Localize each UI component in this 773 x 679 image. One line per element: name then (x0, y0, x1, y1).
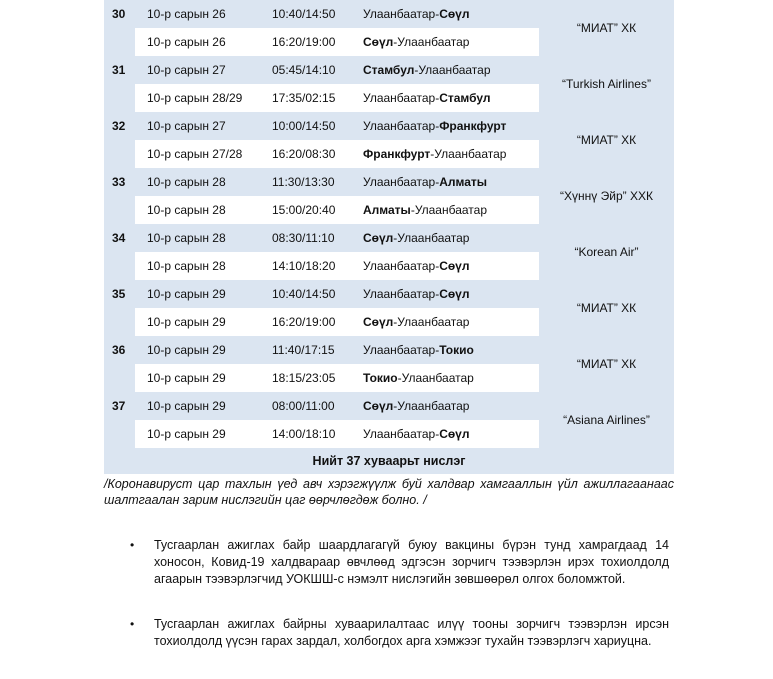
flight-number: 36 (112, 343, 126, 357)
route-destination: Сөүл (439, 259, 470, 273)
flight-date: 10-р сарын 28/29 (147, 91, 243, 105)
route-destination: Улаанбаатар (397, 231, 470, 245)
flight-time: 14:00/18:10 (272, 427, 336, 441)
route-separator: - (435, 259, 440, 273)
route-separator: - (393, 231, 398, 245)
route-destination: Улаанбаатар (397, 399, 470, 413)
flight-date: 10-р сарын 27/28 (147, 147, 243, 161)
flight-time: 16:20/19:00 (272, 315, 336, 329)
flight-route (363, 392, 469, 420)
flight-time: 10:00/14:50 (272, 119, 336, 133)
route-origin: Франкфурт (363, 147, 431, 161)
flight-date: 10-р сарын 28 (147, 231, 226, 245)
flight-route (363, 56, 491, 84)
flight-route (363, 28, 469, 56)
flight-date: 10-р сарын 29 (147, 399, 226, 413)
flight-date: 10-р сарын 29 (147, 315, 226, 329)
flight-time: 08:30/11:10 (272, 231, 335, 245)
flight-route (363, 0, 469, 28)
flight-route (363, 364, 474, 392)
flight-date: 10-р сарын 29 (147, 427, 226, 441)
flights-total: Нийт 37 хуваарьт нислэг (312, 454, 466, 468)
flight-time: 10:40/14:50 (272, 287, 336, 301)
flight-route (363, 168, 487, 196)
flight-date: 10-р сарын 26 (147, 7, 226, 21)
route-separator: - (430, 147, 435, 161)
route-origin: Токио (363, 371, 398, 385)
route-origin: Сөүл (363, 399, 394, 413)
flight-route (363, 112, 506, 140)
route-separator: - (393, 399, 398, 413)
route-origin: Улаанбаатар (363, 175, 436, 189)
flight-time: 16:20/19:00 (272, 35, 336, 49)
airline-name: “Хүннү Эйр” ХХК (560, 189, 653, 203)
flight-time: 15:00/20:40 (272, 203, 336, 217)
flight-time: 10:40/14:50 (272, 7, 336, 21)
route-origin: Улаанбаатар (363, 7, 436, 21)
route-destination: Улаанбаатар (414, 203, 487, 217)
route-separator: - (435, 91, 440, 105)
flight-date: 10-р сарын 28 (147, 203, 226, 217)
route-origin: Улаанбаатар (363, 343, 436, 357)
flight-time: 17:35/02:15 (272, 91, 336, 105)
flight-date: 10-р сарын 28 (147, 259, 226, 273)
flight-route (363, 280, 469, 308)
route-destination: Франкфурт (439, 119, 507, 133)
route-origin: Улаанбаатар (363, 91, 436, 105)
schedule-note: /Коронавируст цар тахлын үед авч хэрэгжүүлж буй халдвар хамгааллын үйл ажиллагаанаас шалтгаалан зарим нислэгийн цаг өөрчлөгдөж болно. / (104, 477, 674, 507)
route-destination: Улаанбаатар (401, 371, 474, 385)
flight-number: 32 (112, 119, 126, 133)
route-separator: - (435, 7, 440, 21)
bullet-icon: • (130, 617, 135, 631)
route-separator: - (435, 343, 440, 357)
flight-date: 10-р сарын 27 (147, 63, 226, 77)
bullet-text: Тусгаарлан ажиглах байр шаардлагагүй буюу вакцины бүрэн тунд хамрагдаад 14 хоносон, Ковид-19 халдвараар өвчлөөд эдгэсэн зорчигч тээвэрлэн ирэх тохиолдолд агаарын тээвэрлэгчид УОКШШ-с нэмэлт нислэгийн зөвшөөрөл олгох боломжтой. (154, 538, 669, 586)
bullet-icon: • (130, 538, 135, 552)
flight-route (363, 196, 487, 224)
route-origin: Улаанбаатар (363, 119, 436, 133)
flight-schedule-table (104, 0, 674, 474)
flight-time: 18:15/23:05 (272, 371, 336, 385)
route-origin: Алматы (363, 203, 411, 217)
route-origin: Сөүл (363, 315, 394, 329)
flight-number: 30 (112, 7, 126, 21)
airline-name: “МИАТ” ХК (576, 133, 637, 147)
flight-date: 10-р сарын 29 (147, 371, 226, 385)
flight-number: 31 (112, 63, 126, 77)
flight-number: 34 (112, 231, 126, 245)
airline-name: “Turkish Airlines” (562, 77, 651, 91)
route-destination: Улаанбаатар (397, 35, 470, 49)
flight-date: 10-р сарын 28 (147, 175, 226, 189)
route-separator: - (435, 427, 440, 441)
route-origin: Сөүл (363, 231, 394, 245)
flight-time: 11:30/13:30 (272, 175, 335, 189)
route-separator: - (397, 371, 402, 385)
flight-time: 16:20/08:30 (272, 147, 336, 161)
flight-time: 14:10/18:20 (272, 259, 336, 273)
bullet-text: Тусгаарлан ажиглах байрны хуваарилалтаас илүү тооны зорчигч тээвэрлэн ирсэн тохиолдолд үүсэн гарах зардал, холбогдох арга хэмжээг тухайн тээвэрлэгч хариуцна. (154, 617, 669, 648)
flight-number: 37 (112, 399, 126, 413)
flight-route (363, 224, 469, 252)
flight-date: 10-р сарын 29 (147, 343, 226, 357)
route-separator: - (410, 203, 415, 217)
route-separator: - (435, 119, 440, 133)
route-separator: - (393, 315, 398, 329)
route-separator: - (393, 35, 398, 49)
route-destination: Сөүл (439, 287, 470, 301)
flight-route (363, 420, 469, 448)
flight-number: 35 (112, 287, 126, 301)
route-separator: - (435, 175, 440, 189)
flight-time: 11:40/17:15 (272, 343, 335, 357)
flight-route (363, 140, 506, 168)
route-destination: Улаанбаатар (397, 315, 470, 329)
route-destination: Сөүл (439, 7, 470, 21)
flight-date: 10-р сарын 29 (147, 287, 226, 301)
route-origin: Улаанбаатар (363, 259, 436, 273)
route-destination: Сөүл (439, 427, 470, 441)
route-origin: Стамбул (363, 63, 415, 77)
flight-route (363, 336, 474, 364)
route-destination: Токио (439, 343, 474, 357)
route-separator: - (414, 63, 419, 77)
airline-name: “МИАТ” ХК (576, 357, 637, 371)
flight-time: 08:00/11:00 (272, 399, 335, 413)
route-destination: Алматы (439, 175, 487, 189)
route-destination: Стамбул (439, 91, 491, 105)
airline-name: “МИАТ” ХК (576, 21, 637, 35)
flight-time: 05:45/14:10 (272, 63, 336, 77)
flight-date: 10-р сарын 27 (147, 119, 226, 133)
airline-name: “Korean Air” (574, 245, 639, 259)
route-separator: - (435, 287, 440, 301)
route-origin: Улаанбаатар (363, 287, 436, 301)
route-origin: Улаанбаатар (363, 427, 436, 441)
flight-route (363, 84, 491, 112)
airline-name: “МИАТ” ХК (576, 301, 637, 315)
airline-name: “Asiana Airlines” (563, 413, 650, 427)
flight-number: 33 (112, 175, 126, 189)
flight-route (363, 252, 469, 280)
route-origin: Сөүл (363, 35, 394, 49)
flight-route (363, 308, 469, 336)
route-destination: Улаанбаатар (418, 63, 491, 77)
route-destination: Улаанбаатар (434, 147, 507, 161)
flight-date: 10-р сарын 26 (147, 35, 226, 49)
